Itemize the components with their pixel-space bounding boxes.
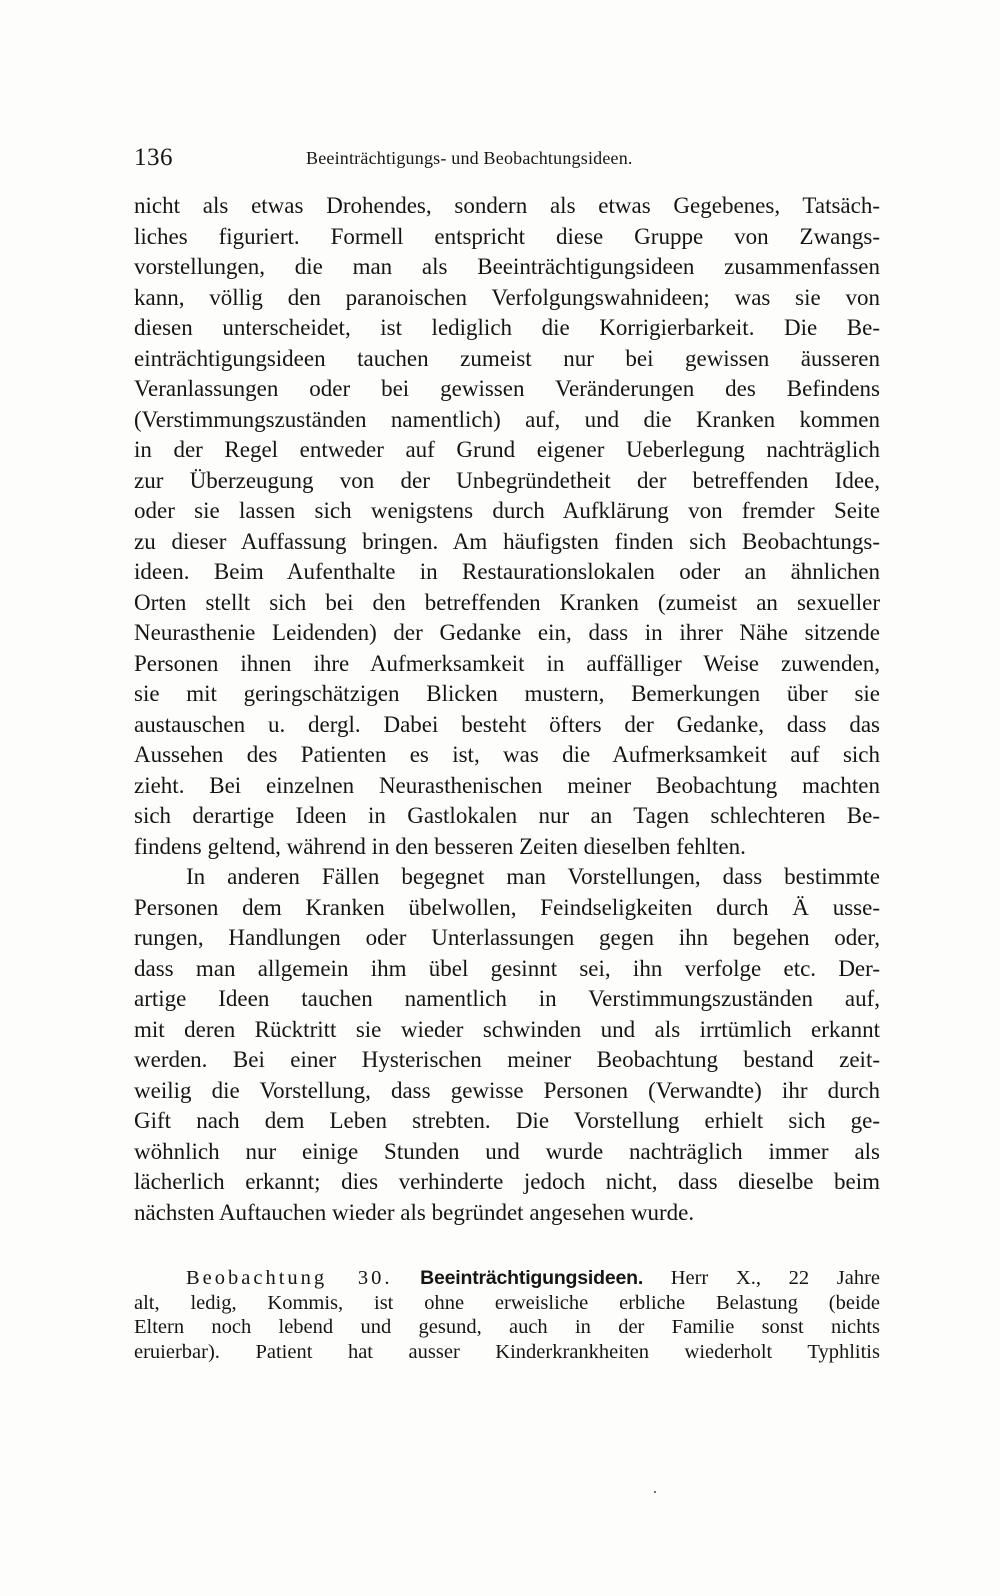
text-line: diesen unterscheidet, ist lediglich die Korrigierbarkeit. Die Be-	[134, 315, 880, 340]
text-line: zieht. Bei einzelnen Neurasthenischen meiner Beobachtung machten	[134, 772, 880, 798]
text-line: dass man allgemein ihm übel gesinnt sei, ihn verfolge etc. Der-	[134, 955, 880, 981]
case-report	[134, 1266, 880, 1364]
text-line: Personen ihnen ihre Aufmerksamkeit in auffälliger Weise zuwenden,	[134, 650, 880, 676]
paragraph-1	[134, 191, 880, 862]
case-first-line	[134, 1266, 880, 1291]
scan-speck	[654, 1491, 656, 1493]
text-line: nächsten Auftauchen wieder als begründet angesehen wurde.	[134, 1199, 695, 1225]
text-line: vorstellungen, die man als Beeinträchtigungsideen zusammenfassen	[134, 254, 880, 279]
text-line: nicht als etwas Drohendes, sondern als etwas Gegebenes, Tatsäch-	[134, 193, 880, 218]
body-text	[134, 191, 880, 1228]
text-line: (Verstimmungszuständen namentlich) auf, und die Kranken kommen	[134, 406, 880, 432]
text-line: austauschen u. dergl. Dabei besteht öfters der Gedanke, dass das	[134, 711, 880, 737]
text-line: wöhnlich nur einige Stunden und wurde nachträglich immer als	[134, 1138, 880, 1164]
text-line: liches figuriert. Formell entspricht diese Gruppe von Zwangs-	[134, 223, 880, 249]
paragraph-2	[134, 862, 880, 1228]
text-line: sie mit geringschätzigen Blicken mustern, Bemerkungen über sie	[134, 681, 880, 706]
text-line: Eltern noch lebend und gesund, auch in der Familie sonst nichts	[134, 1316, 880, 1338]
text-line: sich derartige Ideen in Gastlokalen nur an Tagen schlechteren Be-	[134, 803, 880, 828]
text-line: In anderen Fällen begegnet man Vorstellungen, dass bestimmte	[186, 864, 880, 889]
text-line: zur Überzeugung von der Unbegründetheit der betreffenden Idee,	[134, 467, 880, 493]
text-line: lächerlich erkannt; dies verhinderte jedoch nicht, dass dieselbe beim	[134, 1169, 880, 1194]
text-line: in der Regel entweder auf Grund eigener Ueberlegung nachträglich	[134, 437, 880, 462]
text-line: ideen. Beim Aufenthalte in Restaurationslokalen oder an ähnlichen	[134, 559, 880, 584]
text-line: weilig die Vorstellung, dass gewisse Personen (Verwandte) ihr durch	[134, 1077, 880, 1103]
text-line: einträchtigungsideen tauchen zumeist nur bei gewissen äusseren	[134, 345, 880, 371]
text-line: findens geltend, während in den besseren Zeiten dieselben fehlten.	[134, 833, 746, 859]
case-heading: Beeinträchtigungsideen.	[420, 1267, 644, 1289]
text-line: artige Ideen tauchen namentlich in Verstimmungszuständen auf,	[134, 986, 880, 1011]
text-line: alt, ledig, Kommis, ist ohne erweisliche erbliche Belastung (beide	[134, 1291, 880, 1314]
text-line: Gift nach dem Leben strebten. Die Vorstellung erhielt sich ge-	[134, 1108, 880, 1133]
running-header	[134, 144, 878, 178]
running-title: Beeinträchtigungs- und Beobachtungsideen.	[306, 148, 633, 168]
text-line: eruierbar). Patient hat ausser Kinderkrankheiten wiederholt Typhlitis	[134, 1340, 880, 1363]
text-line: Veranlassungen oder bei gewissen Veränderungen des Befindens	[134, 376, 880, 401]
text-line: Aussehen des Patienten es ist, was die Aufmerksamkeit auf sich	[134, 742, 880, 767]
text-line: Personen dem Kranken übelwollen, Feindseligkeiten durch Ä usse-	[134, 894, 880, 920]
page-number: 136	[134, 144, 173, 171]
text-line: mit deren Rücktritt sie wieder schwinden und als irrtümlich erkannt	[134, 1016, 880, 1042]
case-label: Beobachtung 30.	[186, 1267, 393, 1289]
text-line: zu dieser Auffassung bringen. Am häufigsten finden sich Beobachtungs-	[134, 528, 880, 554]
text-line: Orten stellt sich bei den betreffenden Kranken (zumeist an sexueller	[134, 589, 880, 615]
case-first-line-text: Herr X., 22 Jahre	[670, 1267, 880, 1289]
text-line: Neurasthenie Leidenden) der Gedanke ein, dass in ihrer Nähe sitzende	[134, 620, 880, 645]
text-line: rungen, Handlungen oder Unterlassungen gegen ihn begehen oder,	[134, 925, 880, 950]
text-line: werden. Bei einer Hysterischen meiner Beobachtung bestand zeit-	[134, 1047, 880, 1072]
text-line: oder sie lassen sich wenigstens durch Aufklärung von fremder Seite	[134, 498, 880, 523]
text-line: kann, völlig den paranoischen Verfolgungswahnideen; was sie von	[134, 284, 880, 310]
